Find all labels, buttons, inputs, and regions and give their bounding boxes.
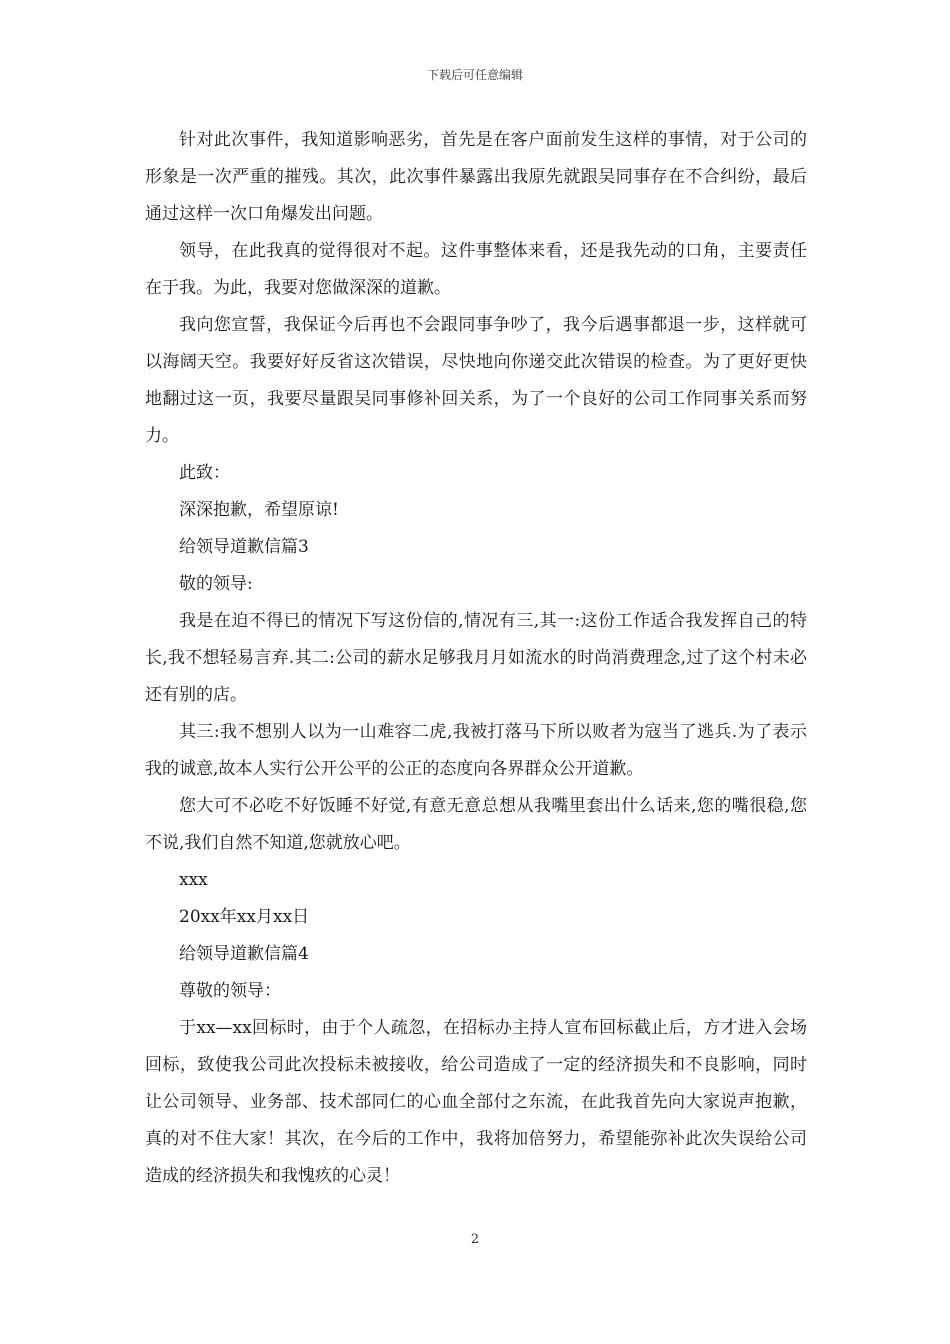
- paragraph-3: 我向您宣誓，我保证今后再也不会跟同事争吵了，我今后遇事都退一步，这样就可以海阔天空。我要好好反省这次错误，尽快地向你递交此次错误的检查。为了更好更快地翻过这一页，我要尽量跟吴同事修补回关系，为了一个良好的公司工作同事关系而努力。: [145, 315, 807, 446]
- paragraph-7: 于xx—xx回标时，由于个人疏忽，在招标办主持人宣布回标截止后，方才进入会场回标，致使我公司此次投标未被接收，给公司造成了一定的经济损失和不良影响，同时让公司领导、业务部、技术部同仁的心血全部付之东流，在此我首先向大家说声抱歉，真的对不住大家！其次，在今后的工作中，我将加倍努力，希望能弥补此次失误给公司造成的经济损失和我愧疚的心灵！: [145, 1018, 807, 1186]
- document-body: [145, 122, 807, 1195]
- section-title-4: 给领导道歉信篇4: [179, 944, 309, 964]
- paragraph-5: 其三:我不想别人以为一山难容二虎,我被打落马下所以败者为寇当了逃兵.为了表示我的诚意,故本人实行公开公平的公正的态度向各界群众公开道歉。: [145, 722, 807, 779]
- paragraph-2: 领导，在此我真的觉得很对不起。这件事整体来看，还是我先动的口角，主要责任在于我。为此，我要对您做深深的道歉。: [145, 241, 807, 298]
- closing-salutation: 此致：: [179, 463, 230, 483]
- date: 20xx年xx月xx日: [179, 907, 310, 927]
- paragraph-1: 针对此次事件，我知道影响恶劣，首先是在客户面前发生这样的事情，对于公司的形象是一次严重的摧残。其次，此次事件暴露出我原先就跟吴同事存在不合纠纷，最后通过这样一次口角爆发出问题。: [145, 130, 807, 224]
- page-header: 下载后可任意编辑: [426, 68, 523, 82]
- paragraph-6: 您大可不必吃不好饭睡不好觉,有意无意总想从我嘴里套出什么话来,您的嘴很稳,您不说,我们自然不知道,您就放心吧。: [145, 796, 807, 853]
- paragraph-4: 我是在迫不得已的情况下写这份信的,情况有三,其一:这份工作适合我发挥自己的特长,我不想轻易言弃.其二:公司的薪水足够我月月如流水的时尚消费理念,过了这个村未必还有别的店。: [145, 611, 807, 705]
- page-number: 2: [470, 1232, 480, 1247]
- section-title-3: 给领导道歉信篇3: [179, 537, 309, 557]
- greeting-3: 敬的领导:: [179, 574, 253, 594]
- greeting-4: 尊敬的领导：: [179, 981, 281, 1001]
- closing-apology: 深深抱歉，希望原谅!: [179, 500, 339, 520]
- signature: xxx: [179, 870, 208, 890]
